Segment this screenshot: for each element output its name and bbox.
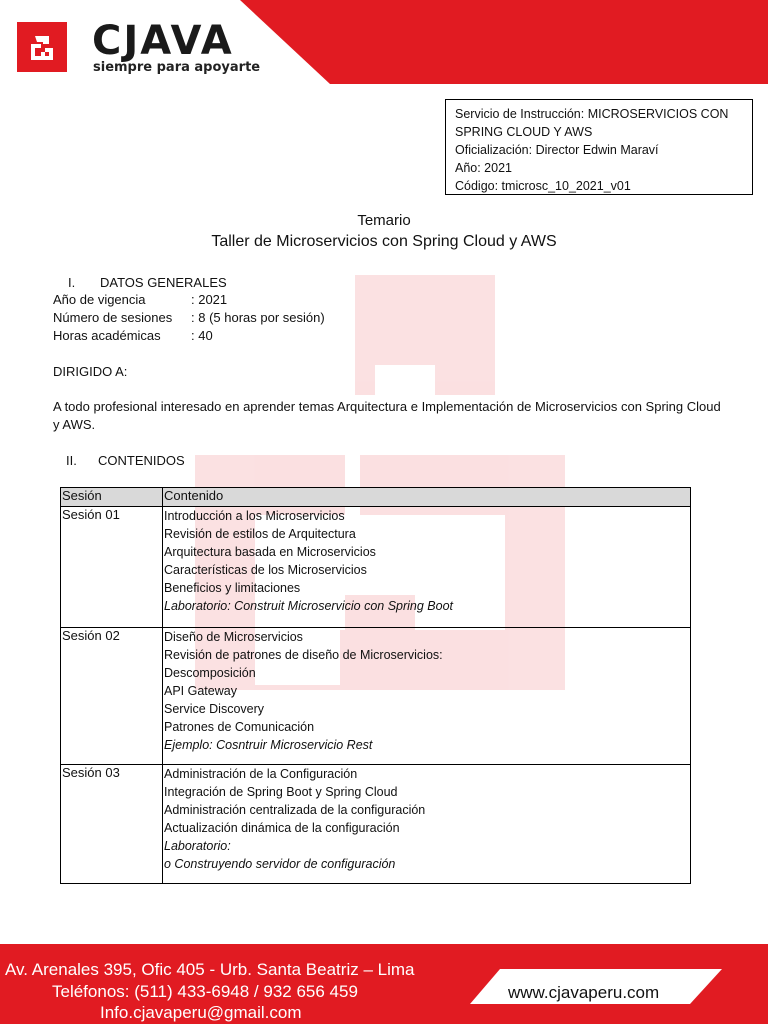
section-2-title: CONTENIDOS [98, 453, 185, 468]
info-official: Oficialización: Director Edwin Maraví [455, 143, 659, 157]
topic-item: Service Discovery [164, 702, 265, 716]
section-1-heading [68, 275, 227, 290]
header-red-band [240, 0, 768, 84]
section-1-title: DATOS GENERALES [100, 275, 227, 290]
general-row [53, 327, 325, 345]
topic-item: Revisión de patrones de diseño de Microservicios: [164, 648, 443, 662]
general-data-list [53, 291, 325, 345]
topic-item: Administración centralizada de la configuración [164, 803, 426, 817]
topic-item: API Gateway [164, 684, 237, 698]
topic-item: Patrones de Comunicación [164, 720, 315, 734]
topic-list [164, 507, 690, 615]
topic-item: Arquitectura basada en Microservicios [164, 545, 376, 559]
example-item: Ejemplo: Cosntruir Microservicio Rest [164, 738, 373, 752]
general-row [53, 291, 325, 309]
logo-icon [17, 22, 67, 72]
table-header-row [61, 488, 691, 507]
brand-name: CJAVA [92, 18, 234, 64]
session-name: Sesión 02 [61, 628, 163, 765]
lab-item: Laboratorio: Construit Microservicio con Spring Boot [164, 599, 454, 613]
info-service: Servicio de Instrucción: MICROSERVICIOS CON SPRING CLOUD Y AWS [455, 107, 729, 139]
topic-item: Actualización dinámica de la configuración [164, 821, 400, 835]
topic-item: Diseño de Microservicios [164, 630, 303, 644]
footer-email[interactable]: Info.cjavaperu@gmail.com [100, 1003, 302, 1022]
table-row [61, 765, 691, 884]
course-info-box [445, 99, 753, 195]
general-row [53, 309, 325, 327]
topic-item: Administración de la Configuración [164, 767, 358, 781]
topic-list [164, 628, 690, 754]
topic-item: Descomposición [164, 666, 256, 680]
general-label: Año de vigencia [53, 292, 146, 307]
lab-subitem: o Construyendo servidor de configuración [164, 857, 396, 871]
topic-item: Características de los Microservicios [164, 563, 367, 577]
doc-title: Temario [357, 212, 411, 229]
session-content [163, 628, 691, 765]
doc-subtitle: Taller de Microservicios con Spring Cloud y AWS [211, 233, 557, 250]
topic-item: Integración de Spring Boot y Spring Cloud [164, 785, 398, 799]
section-2-heading [66, 453, 185, 468]
lab-item: Laboratorio: [164, 839, 231, 853]
column-header-session: Sesión [61, 488, 163, 507]
footer-website-link[interactable]: www.cjavaperu.com [508, 983, 660, 1002]
general-value: : 2021 [191, 292, 228, 307]
session-name: Sesión 03 [61, 765, 163, 884]
brand-tagline: siempre para apoyarte [93, 60, 261, 75]
audience-heading: DIRIGIDO A: [53, 364, 128, 379]
general-label: Horas académicas [53, 328, 161, 343]
table-row [61, 628, 691, 765]
general-value: : 40 [191, 328, 213, 343]
topic-item: Introducción a los Microservicios [164, 509, 345, 523]
audience-description: A todo profesional interesado en aprender temas Arquitectura e Implementación de Microservicios con Spring Cloud y AWS. [53, 399, 721, 432]
session-content [163, 507, 691, 628]
column-header-content: Contenido [163, 488, 691, 507]
info-code: Código: tmicrosc_10_2021_v01 [455, 179, 631, 193]
general-value: : 8 (5 horas por sesión) [191, 310, 325, 325]
topic-item: Beneficios y limitaciones [164, 581, 301, 595]
table-row [61, 507, 691, 628]
contents-table [60, 487, 691, 884]
topic-item: Revisión de estilos de Arquitectura [164, 527, 356, 541]
info-year: Año: 2021 [455, 161, 512, 175]
general-label: Número de sesiones [53, 310, 173, 325]
topic-list [164, 765, 690, 873]
session-name: Sesión 01 [61, 507, 163, 628]
section-1-number: I. [68, 275, 76, 290]
footer-address: Av. Arenales 395, Ofic 405 - Urb. Santa Beatriz – Lima [5, 960, 415, 979]
session-content [163, 765, 691, 884]
section-2-number: II. [66, 453, 77, 468]
footer-phones: Teléfonos: (511) 433-6948 / 932 656 459 [52, 982, 358, 1001]
